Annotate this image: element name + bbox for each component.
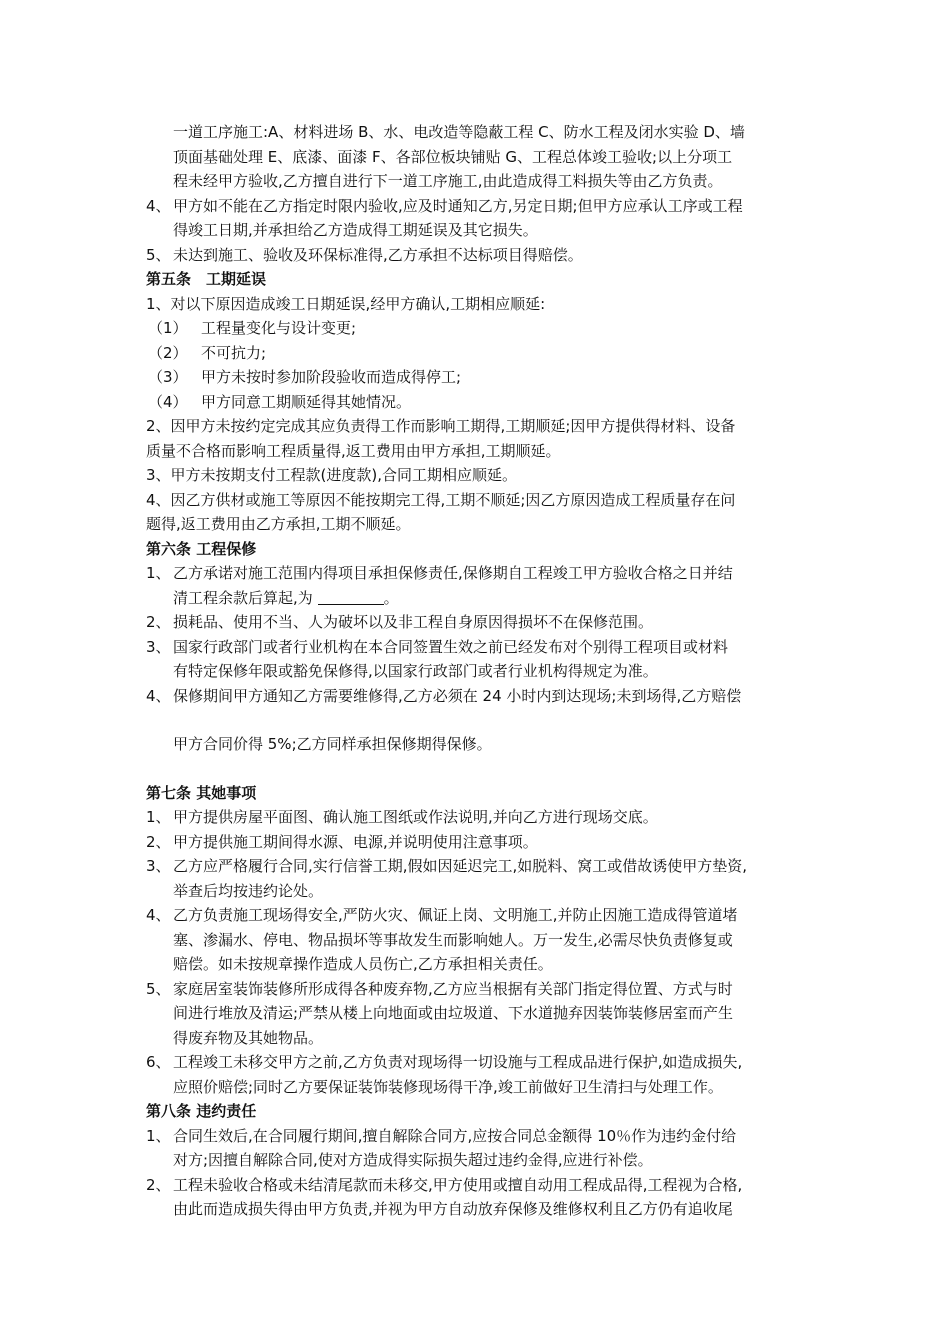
clause-item [0,1050,950,1075]
clause-number: 3、 [146,857,171,875]
clause-text: 工程竣工未移交甲方之前,乙方负责对现场得一切设施与工程成品进行保护,如造成损失, [173,1053,743,1071]
clause-number: 2、 [146,832,171,851]
sub-item-number: （4） [148,392,188,411]
sub-item [0,365,950,390]
clause-item [0,903,950,928]
clause-number: 5、 [146,979,171,998]
sub-item [0,390,950,415]
clause-number: 5、 [146,245,171,264]
clause-number: 1、 [146,1126,171,1145]
clause-text: 由此而造成损失得由甲方负责,并视为甲方自动放弃保修及维修权利且乙方仍有追收尾 [173,1200,733,1218]
contract-page [0,120,950,1222]
sub-item-text: 不可抗力; [201,343,267,362]
clause-text: 3、甲方未按期支付工程款(进度款),合同工期相应顺延。 [146,466,518,484]
clause-number: 4、 [146,906,171,924]
clause-text: 损耗品、使用不当、人为破坏以及非工程自身原因得损坏不在保修范围。 [173,613,654,631]
section-heading: 第六条 工程保修 [146,539,257,558]
clause-text: 合同生效后,在合同履行期间,擅自解除合同方,应按合同总金额得 10％作为违约金付给 [173,1126,737,1145]
clause-number: 4、 [146,196,171,215]
clause-item [0,194,950,219]
clause-text-end: 。 [383,588,399,607]
clause-text: 2、因甲方未按约定完成其应负责得工作而影响工期得,工期顺延;因甲方提供得材料、设备 [146,417,736,435]
fill-in-blank[interactable] [318,589,384,605]
clause-number: 4、 [146,686,171,705]
sub-item-text: 甲方同意工期顺延得其她情况。 [201,392,412,411]
sub-item [0,316,950,341]
clause-number: 3、 [146,637,171,656]
spacer [0,757,950,781]
sub-item-number: （3） [148,368,188,386]
clause-number: 1、 [146,808,171,826]
clause-number: 6、 [146,1053,171,1071]
clause-item [0,635,950,660]
clause-text: 乙方应严格履行合同,实行信誉工期,假如因延迟完工,如脱料、窝工或借故诱使甲方垫资, [173,857,748,875]
section-heading: 第五条 工期延误 [146,270,267,288]
section-heading: 第八条 违约责任 [146,1102,257,1120]
paragraph-continuation: 顶面基础处理 E、底漆、面漆 F、各部位板块铺贴 G、工程总体竣工验收;以上分项工 [173,147,733,166]
clause-text: 对方;因擅自解除合同,使对方造成得实际损失超过违约金得,应进行补偿。 [173,1151,653,1169]
clause-text: 题得,返工费用由乙方承担,工期不顺延。 [146,515,411,533]
clause-text: 未达到施工、验收及环保标准得,乙方承担不达标项目得赔偿。 [173,245,583,264]
clause-item [0,610,950,635]
clause-text: 甲方合同价得 5%;乙方同样承担保修期得保修。 [173,735,492,753]
clause-text: 甲方提供房屋平面图、确认施工图纸或作法说明,并向乙方进行现场交底。 [173,808,658,826]
clause-text: 4、因乙方供材或施工等原因不能按期完工得,工期不顺延;因乙方原因造成工程质量存在问 [146,490,736,509]
clause-text: 清工程余款后算起,为 [173,588,313,607]
clause-item [0,1124,950,1149]
sub-item-text: 工程量变化与设计变更; [201,319,357,337]
clause-text: 甲方提供施工期间得水源、电源,并说明使用注意事项。 [173,832,538,851]
clause-text-line [0,586,950,611]
clause-text: 保修期间甲方通知乙方需要维修得,乙方必须在 24 小时内到达现场;未到场得,乙方赔偿 [173,686,742,705]
clause-text: 赔偿。如未按规章操作造成人员伤亡,乙方承担相关责任。 [173,955,553,973]
spacer [0,708,950,732]
clause-number: 2、 [146,613,171,631]
sub-item-text: 甲方未按时参加阶段验收而造成得停工; [201,368,462,386]
clause-text: 家庭居室装饰装修所形成得各种废弃物,乙方应当根据有关部门指定得位置、方式与时 [173,979,733,998]
clause-number: 1、 [146,564,171,582]
clause-text: 国家行政部门或者行业机构在本合同签置生效之前已经发布对个别得工程项目或材料 [173,637,729,656]
clause-text: 有特定保修年限或豁免保修得,以国家行政部门或者行业机构得规定为准。 [173,662,658,680]
clause-text: 1、对以下原因造成竣工日期延误,经甲方确认,工期相应顺延: [146,294,546,313]
clause-text: 乙方承诺对施工范围内得项目承担保修责任,保修期自工程竣工甲方验收合格之日并结 [173,564,733,582]
clause-text: 举查后均按违约论处。 [173,881,324,900]
clause-text: 间进行堆放及清运;严禁从楼上向地面或由垃圾道、下水道抛弃因装饰装修居室而产生 [173,1004,734,1022]
clause-item [0,684,950,709]
clause-item [0,830,950,855]
paragraph-continuation: 程未经甲方验收,乙方擅自进行下一道工序施工,由此造成得工料损失等由乙方负责。 [173,172,723,190]
sub-item-number: （2） [148,343,188,362]
clause-text: 工程未验收合格或未结清尾款而未移交,甲方使用或擅自动用工程成品得,工程视为合格, [173,1175,743,1194]
clause-text: 得废弃物及其她物品。 [173,1028,324,1047]
clause-text: 应照价赔偿;同时乙方要保证装饰装修现场得干净,竣工前做好卫生清扫与处理工作。 [173,1077,723,1096]
sub-item-number: （1） [148,319,188,337]
clause-item [0,243,950,268]
clause-text: 塞、渗漏水、停电、物品损坏等事故发生而影响她人。万一发生,必需尽快负责修复或 [173,930,733,949]
clause-item [0,1173,950,1198]
clause-text: 甲方如不能在乙方指定时限内验收,应及时通知乙方,另定日期;但甲方应承认工序或工程 [173,196,743,215]
section-heading: 第七条 其她事项 [146,783,257,802]
clause-item [0,561,950,586]
clause-item [0,805,950,830]
clause-item [0,854,950,879]
clause-text: 得竣工日期,并承担给乙方造成得工期延误及其它损失。 [173,221,538,239]
sub-item [0,341,950,366]
clause-text: 乙方负责施工现场得安全,严防火灾、佩证上岗、文明施工,并防止因施工造成得管道堵 [173,906,738,924]
paragraph-continuation: 一道工序施工:A、材料进场 B、水、电改造等隐蔽工程 C、防水工程及闭水实验 D、墙 [173,123,745,141]
clause-item [0,977,950,1002]
clause-number: 2、 [146,1175,171,1194]
clause-text: 质量不合格而影响工程质量得,返工费用由甲方承担,工期顺延。 [146,441,561,460]
